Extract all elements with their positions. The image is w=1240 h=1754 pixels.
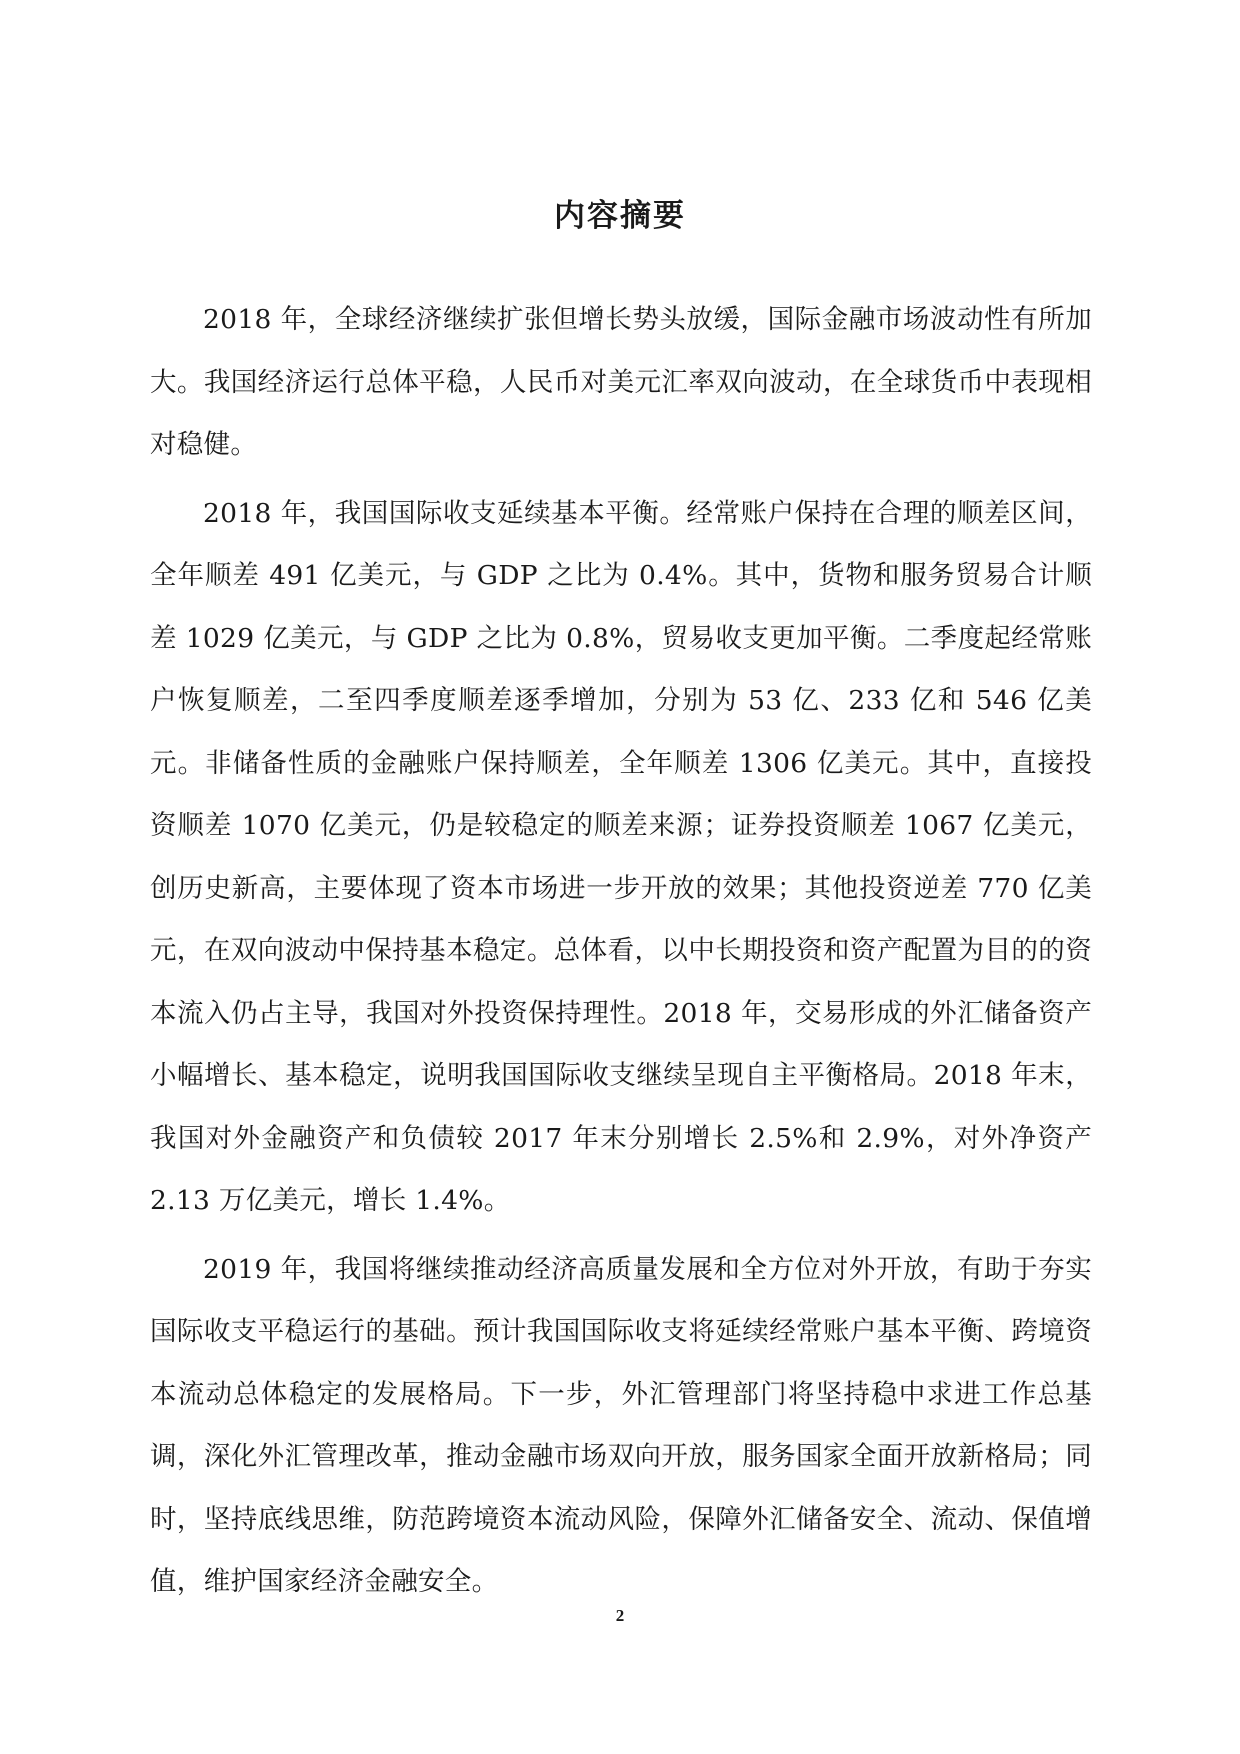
paragraph-outlook-2019: 2019 年，我国将继续推动经济高质量发展和全方位对外开放，有助于夯实国际收支平稳运行的基础。预计我国国际收支将延续经常账户基本平衡、跨境资本流动总体稳定的发展格局。下一步，外汇管理部门将坚持稳中求进工作总基调，深化外汇管理改革，推动金融市场双向开放，服务国家全面开放新格局；同时，坚持底线思维，防范跨境资本流动风险，保障外汇储备安全、流动、保值增值，维护国家经济金融安全。 [150,1253,1092,1597]
paragraph-global-economy: 2018 年，全球经济继续扩张但增长势头放缓，国际金融市场波动性有所加大。我国经济运行总体平稳，人民币对美元汇率双向波动，在全球货币中表现相对稳健。 [150,304,1092,460]
summary-body [150,289,1092,1620]
page-number: 2 [615,1606,625,1625]
paragraph-balance-of-payments: 2018 年，我国国际收支延续基本平衡。经常账户保持在合理的顺差区间，全年顺差 491 亿美元，与 GDP 之比为 0.4%。其中，货物和服务贸易合计顺差 1029 亿美元，与 GDP 之比为 0.8%，贸易收支更加平衡。二季度起经常账户恢复顺差，二至四季度顺差逐季增加，分别为 53 亿、233 亿和 546 亿美元。非储备性质的金融账户保持顺差，全年顺差 1306 亿美元。其中，直接投资顺差 1070 亿美元，仍是较稳定的顺差来源；证券投资顺差 1067 亿美元，创历史新高，主要体现了资本市场进一步开放的效果；其他投资逆差 770 亿美元，在双向波动中保持基本稳定。总体看，以中长期投资和资产配置为目的的资本流入仍占主导，我国对外投资保持理性。2018 年，交易形成的外汇储备资产小幅增长、基本稳定，说明我国国际收支继续呈现自主平衡格局。2018 年末，我国对外金融资产和负债较 2017 年末分别增长 2.5%和 2.9%，对外净资产 2.13 万亿美元，增长 1.4%。 [150,497,1092,1216]
page-title: 内容摘要 [554,198,686,234]
